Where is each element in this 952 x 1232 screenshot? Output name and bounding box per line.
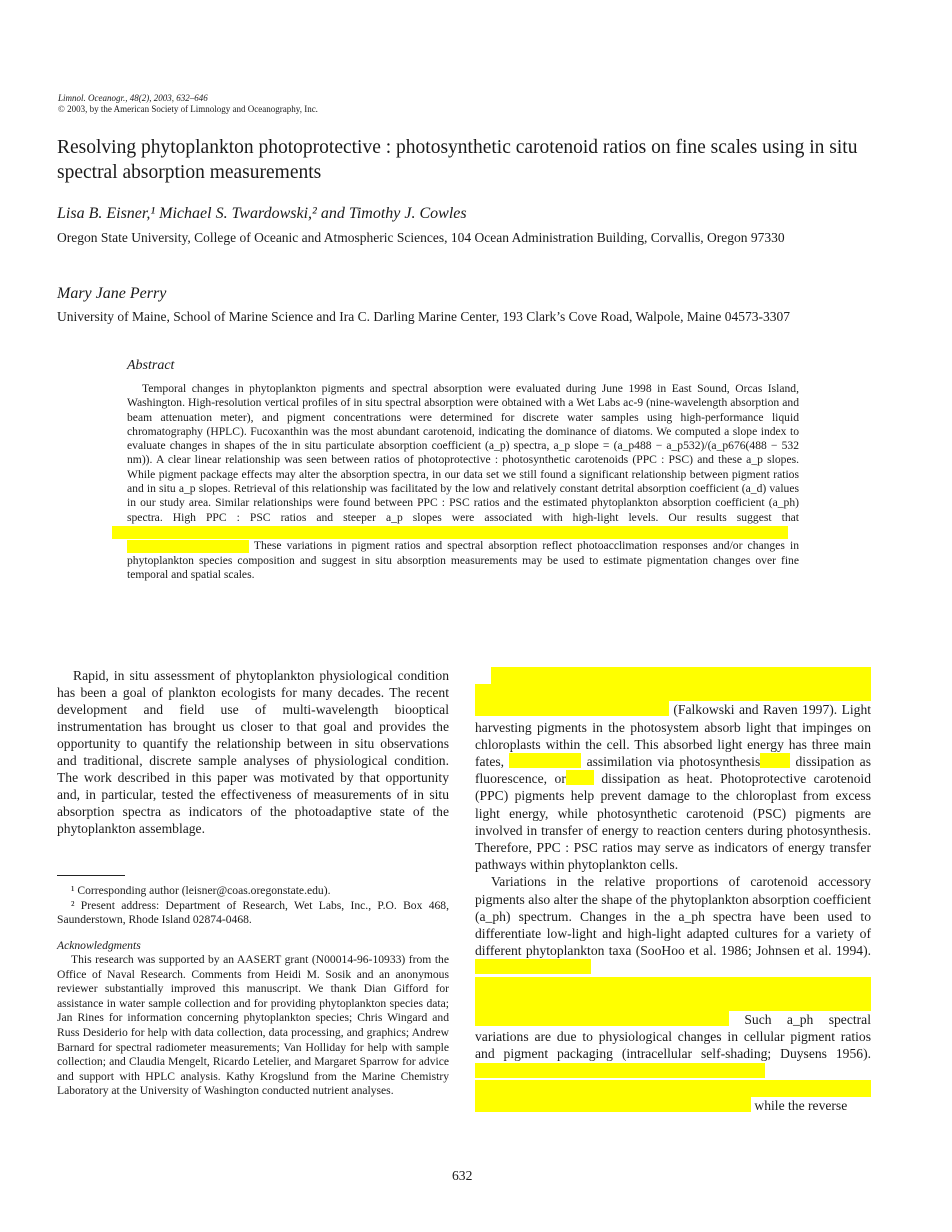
abstract-tail: These variations in pigment ratios and spectral absorption reflect photoacclimation responses and/or changes in phytoplankton species composition and suggest in situ absorption measurements may be used to estimate pigmentation changes over fine temporal and spatial scales.	[127, 539, 799, 581]
highlight-redaction	[475, 994, 871, 1011]
highlight-redaction	[475, 1011, 729, 1026]
footnotes	[57, 884, 449, 928]
highlight-redaction	[566, 770, 594, 785]
footnote-1: ¹ Corresponding author (leisner@coas.oregonstate.edu).	[71, 884, 331, 897]
author-list: Lisa B. Eisner,¹ Michael S. Twardowski,² and Timothy J. Cowles	[57, 205, 467, 222]
abstract-body	[127, 382, 799, 582]
affiliation-oregon: Oregon State University, College of Oceanic and Atmospheric Sciences, 104 Ocean Administration Building, Corvallis, Oregon 97330	[57, 230, 785, 245]
highlight-redaction	[475, 1097, 751, 1112]
highlight-redaction	[509, 753, 581, 768]
highlight-redaction	[127, 540, 249, 553]
ref-falkowski: (Falkowski and Raven 1997).	[673, 702, 838, 718]
highlight-redaction	[475, 1080, 871, 1097]
journal-citation: Limnol. Oceanogr., 48(2), 2003, 632–646 © 2003, by the American Society of Limnology and Oceanography, Inc.	[58, 93, 318, 114]
footnote-rule	[57, 875, 125, 876]
intro-column-right: (Falkowski and Raven 1997). Light harvesting pigments in the photosystem absorb light that impinges on chloroplasts within the cell. This absorbed light energy has three main fates, assimilation via photosynthesis dissipation as fluorescence, or dissipation as heat. Photoprotective carotenoid (PPC) pigments help prevent damage to the chloroplast from excess light energy, while photosynthetic carotenoid (PSC) pigments are involved in transfer of energy to reaction centers during photosynthesis. Therefore, PPC : PSC ratios may serve as indicators of energy transfer pathways within phytoplankton cells. Variations in the relative proportions of carotenoid accessory pigments also alter the shape of the phytoplankton absorption coefficient (a_ph) spectrum. Changes in the a_ph spectra have been used to differentiate low-light and high-light adapted cultures for a variety of different phytoplankton taxa (SooHoo et al. 1986; Johnsen et al. 1994). Such a_ph spectral variations are due to physiological changes in cellular pigment ratios and pigment packaging (intracellular self-shading; Duysens 1956). while the reverse	[475, 667, 871, 1114]
highlight-redaction	[475, 701, 669, 716]
page-number: 632	[452, 1168, 473, 1183]
acknowledgments-heading: Acknowledgments	[57, 939, 141, 952]
highlight-redaction	[475, 977, 871, 994]
highlight-redaction	[491, 667, 871, 684]
highlight-redaction	[475, 959, 591, 974]
highlight-redaction	[760, 753, 790, 768]
highlight-redaction	[475, 684, 871, 701]
intro-column-left: Rapid, in situ assessment of phytoplankton physiological condition has been a goal of plankton ecologists for many decades. The recent development and field use of multi-wavelength biooptical instrumentation has brought us closer to that goal and provides the opportunity to quantify the relationship between in situ observations and traditional, discrete sample analyses of physiological condition. The work described in this paper was motivated by that opportunity and, in particular, tested the effectiveness of measurements of in situ absorption spectra as indicators of the photoadaptive state of the phytoplankton assemblage.	[57, 668, 449, 836]
footnote-2: ² Present address: Department of Research, Wet Labs, Inc., P.O. Box 468, Saunderstown, Rhode Island 02874-0468.	[57, 898, 449, 927]
abstract-text: Temporal changes in phytoplankton pigments and spectral absorption were evaluated during June 1998 in East Sound, Orcas Island, Washington. High-resolution vertical profiles of in situ spectral absorption were obtained with a Wet Labs ac-9 (nine-wavelength absorption and beam attenuation meter), and pigment concentrations were determined for discrete water samples using high-performance liquid chromatography (HPLC). Fucoxanthin was the most abundant carotenoid, indicating the dominance of diatoms. We computed a slope index to evaluate changes in shapes of the in situ particulate absorption coefficient (a_p) spectra, a_p slope = (a_p488 − a_p532)/(a_p676(488 − 532 nm)). A clear linear relationship was seen between ratios of photoprotective : photosynthetic carotenoids (PPC : PSC) and these a_p slopes. While pigment package effects may alter the absorption spectra, in our data set we still found a significant relationship between pigment ratios and in situ a_p slopes. Retrieval of this relationship was facilitated by the low and relatively constant detrital absorption coefficient (a_d) values in our study area. Similar relationships were found between PPC : PSC ratios and the estimated phytoplankton absorption coefficient (a_ph) spectra. High PPC : PSC ratios and steeper a_p slopes were associated with high-light levels. Our results suggest that	[127, 382, 799, 524]
author-perry: Mary Jane Perry	[57, 285, 167, 302]
article-title: Resolving phytoplankton photoprotective : photosynthetic carotenoid ratios on fine scales using in situ spectral absorption measurements	[57, 137, 858, 183]
affiliation-maine: University of Maine, School of Marine Science and Ira C. Darling Marine Center, 193 Clark’s Cove Road, Walpole, Maine 04573-3307	[57, 309, 790, 324]
acknowledgments-text: This research was supported by an AASERT grant (N00014-96-10933) from the Office of Naval Research. Comments from Heidi M. Sosik and an anonymous reviewer substantially improved this manuscript. We thank Dian Gifford for assistance in water sample collection and for providing phytoplankton species data; Jan Rines for information concerning phytoplankton species; Chris Wingard and Russ Desiderio for help with data collection, data processing, and graphics; Andrew Barnard for spectral radiometer measurements; Van Holliday for help with sample collection; and Claudia Mengelt, Ricardo Letelier, and Margaret Sparrow for advice and support with HPLC analysis. Kathy Krogslund from the Marine Chemistry Laboratory at the University of Washington conducted nutrient analyses.	[57, 953, 449, 1098]
highlight-redaction	[112, 526, 788, 539]
highlight-redaction	[475, 1063, 765, 1078]
abstract-heading: Abstract	[127, 358, 175, 373]
